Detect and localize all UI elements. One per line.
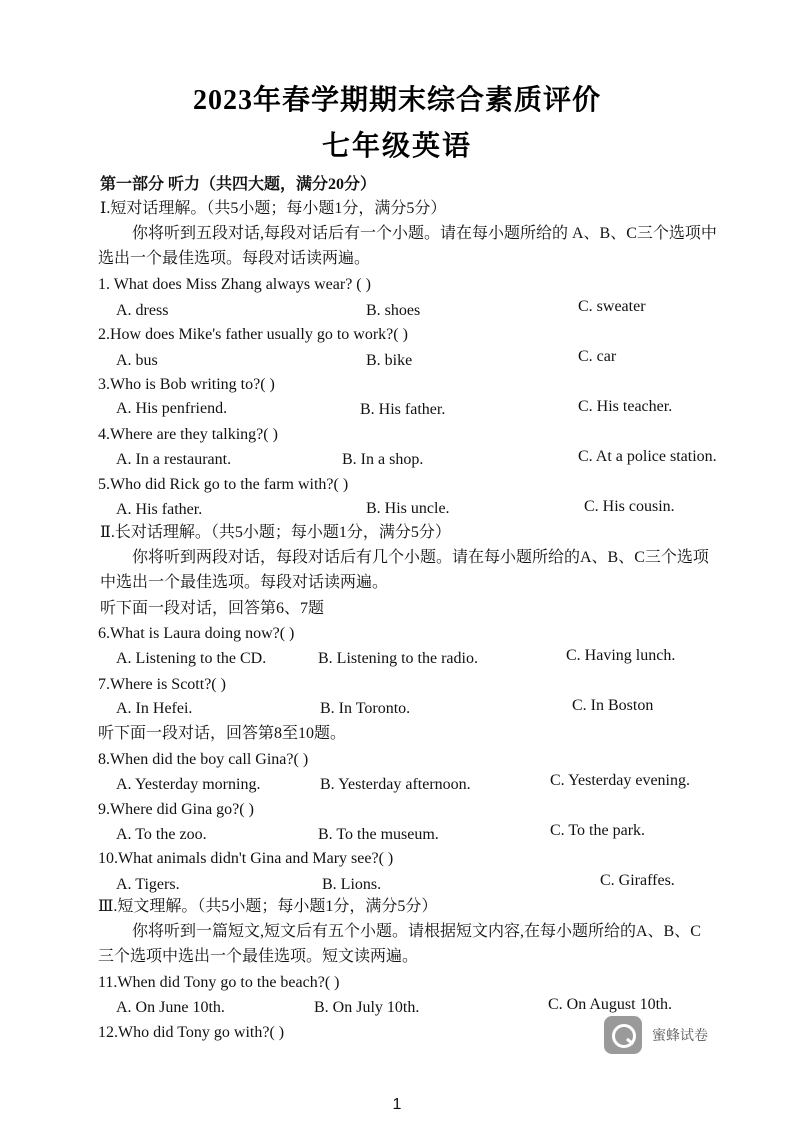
- question-8: 8.When did the boy call Gina?( ): [98, 751, 309, 768]
- part1-heading: 第一部分 听力（共四大题，满分20分）: [100, 176, 377, 193]
- section2-subheading-1: 听下面一段对话，回答第6、7题: [100, 600, 325, 617]
- question-4-option-a: A. In a restaurant.: [116, 451, 232, 468]
- question-8-option-b: B. Yesterday afternoon.: [320, 776, 471, 793]
- section2-instruction-2: 中选出一个最佳选项。每段对话读两遍。: [100, 574, 389, 591]
- question-11-option-a: A. On June 10th.: [116, 999, 225, 1016]
- question-3-option-b: B. His father.: [360, 401, 446, 418]
- question-7: 7.Where is Scott?( ): [98, 676, 226, 693]
- page-number: 1: [392, 1096, 402, 1113]
- question-4: 4.Where are they talking?( ): [98, 426, 278, 443]
- question-1: 1. What does Miss Zhang always wear? ( ): [98, 276, 371, 293]
- question-10: 10.What animals didn't Gina and Mary see?( ): [98, 850, 394, 867]
- question-11-option-b: B. On July 10th.: [314, 999, 420, 1016]
- section1-instruction-1: 你将听到五段对话,每段对话后有一个小题。请在每小题所给的 A、B、C三个选项中: [132, 225, 717, 242]
- question-12: 12.Who did Tony go with?( ): [98, 1024, 285, 1041]
- question-7-option-c: C. In Boston: [572, 697, 654, 714]
- question-2-option-b: B. bike: [366, 352, 413, 369]
- watermark: [604, 1016, 708, 1054]
- question-2-option-c: C. car: [578, 348, 617, 365]
- question-1-option-a: A. dress: [116, 302, 169, 319]
- question-8-option-a: A. Yesterday morning.: [116, 776, 261, 793]
- question-7-option-b: B. In Toronto.: [320, 700, 411, 717]
- question-1-option-c: C. sweater: [578, 298, 646, 315]
- question-8-option-c: C. Yesterday evening.: [550, 772, 690, 789]
- question-10-option-b: B. Lions.: [322, 876, 382, 893]
- question-6: 6.What is Laura doing now?( ): [98, 625, 295, 642]
- section3-instruction-1: 你将听到一篇短文,短文后有五个小题。请根据短文内容,在每小题所给的A、B、C: [132, 923, 701, 940]
- question-9: 9.Where did Gina go?( ): [98, 801, 254, 818]
- question-3: 3.Who is Bob writing to?( ): [98, 376, 275, 393]
- section3-heading: Ⅲ.短文理解。（共5小题；每小题1分，满分5分）: [98, 898, 438, 915]
- exam-title: 2023年春学期期末综合素质评价: [192, 85, 601, 116]
- question-5: 5.Who did Rick go to the farm with?( ): [98, 476, 349, 493]
- watermark-text: 蜜蜂试卷: [652, 1028, 708, 1044]
- magnifier-logo-icon: [604, 1016, 642, 1054]
- question-11: 11.When did Tony go to the beach?( ): [98, 974, 340, 991]
- section1-instruction-2: 选出一个最佳选项。每段对话读两遍。: [98, 250, 371, 267]
- question-9-option-b: B. To the museum.: [318, 826, 439, 843]
- question-4-option-c: C. At a police station.: [578, 448, 717, 465]
- section2-instruction-1: 你将听到两段对话，每段对话后有几个小题。请在每小题所给的A、B、C三个选项: [132, 549, 709, 566]
- question-5-option-b: B. His uncle.: [366, 500, 450, 517]
- question-2-option-a: A. bus: [116, 352, 158, 369]
- question-5-option-a: A. His father.: [116, 501, 203, 518]
- question-11-option-c: C. On August 10th.: [548, 996, 673, 1013]
- question-3-option-c: C. His teacher.: [578, 398, 673, 415]
- question-1-option-b: B. shoes: [366, 302, 421, 319]
- question-9-option-a: A. To the zoo.: [116, 826, 207, 843]
- question-4-option-b: B. In a shop.: [342, 451, 424, 468]
- section1-heading: Ⅰ.短对话理解。（共5小题；每小题1分，满分5分）: [100, 200, 447, 217]
- section3-instruction-2: 三个选项中选出一个最佳选项。短文读两遍。: [98, 948, 419, 965]
- question-10-option-a: A. Tigers.: [116, 876, 180, 893]
- question-6-option-b: B. Listening to the radio.: [318, 650, 478, 667]
- question-9-option-c: C. To the park.: [550, 822, 646, 839]
- question-6-option-a: A. Listening to the CD.: [116, 650, 267, 667]
- question-2: 2.How does Mike's father usually go to work?( ): [98, 326, 408, 343]
- section2-subheading-2: 听下面一段对话，回答第8至10题。: [98, 725, 347, 742]
- section2-heading: Ⅱ.长对话理解。（共5小题；每小题1分，满分5分）: [100, 524, 451, 541]
- question-10-option-c: C. Giraffes.: [600, 872, 675, 889]
- question-5-option-c: C. His cousin.: [584, 498, 675, 515]
- question-3-option-a: A. His penfriend.: [116, 400, 228, 417]
- question-6-option-c: C. Having lunch.: [566, 647, 676, 664]
- question-7-option-a: A. In Hefei.: [116, 700, 193, 717]
- exam-subtitle: 七年级英语: [321, 131, 472, 162]
